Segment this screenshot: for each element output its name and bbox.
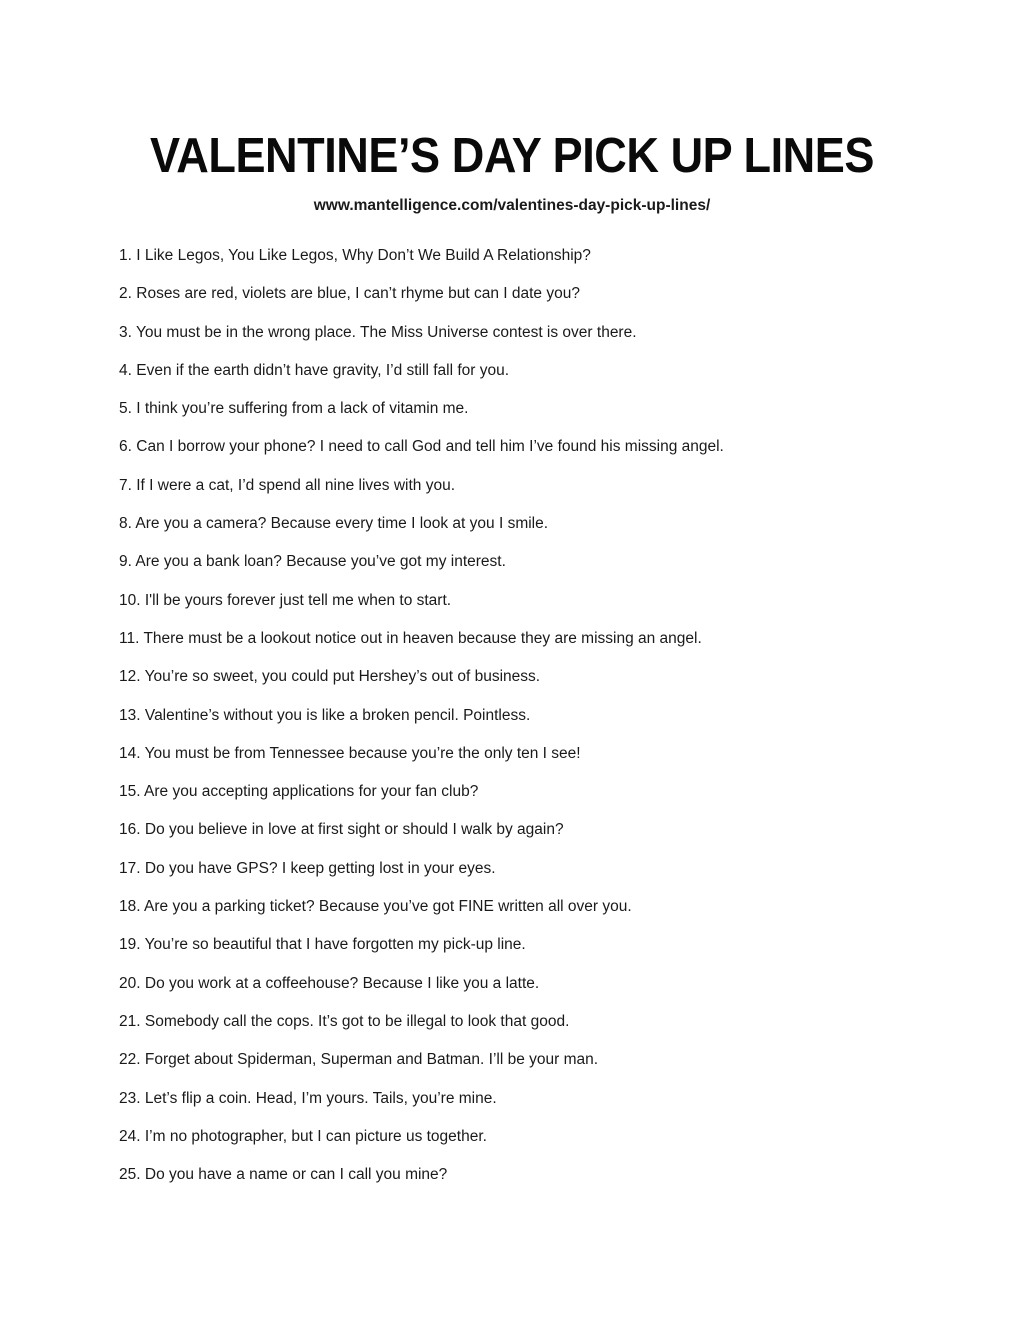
list-item	[119, 666, 724, 704]
item-text: Are you a camera? Because every time I look at you I smile.	[135, 515, 549, 533]
list-item	[119, 245, 724, 283]
list-item	[119, 781, 724, 819]
item-text: Do you have GPS? I keep getting lost in your eyes.	[144, 859, 496, 877]
item-number: 17.	[119, 859, 141, 877]
list-item	[119, 1126, 724, 1164]
item-number: 25.	[119, 1166, 141, 1184]
item-number: 4.	[119, 361, 132, 379]
item-number: 11.	[119, 629, 140, 647]
list-item	[119, 743, 724, 781]
item-number: 15.	[119, 783, 141, 801]
item-number: 6.	[119, 438, 132, 456]
item-number: 12.	[119, 668, 141, 686]
list-item	[119, 513, 724, 551]
item-text: Let’s flip a coin. Head, I’m yours. Tails, you’re mine.	[144, 1089, 497, 1107]
list-item	[119, 819, 724, 857]
item-number: 5.	[119, 400, 132, 418]
source-url: www.mantelligence.com/valentines-day-pick-up-lines/	[313, 197, 711, 214]
list-item	[119, 436, 724, 474]
item-number: 23.	[119, 1089, 141, 1107]
item-text: Valentine’s without you is like a broken pencil. Pointless.	[144, 706, 531, 724]
list-item	[119, 1011, 724, 1049]
list-item	[119, 1049, 724, 1087]
list-item	[119, 360, 724, 398]
item-number: 8.	[119, 515, 132, 533]
list-item	[119, 896, 724, 934]
list-item	[119, 1088, 724, 1126]
list-item	[119, 628, 724, 666]
item-text: Are you a parking ticket? Because you’ve got FINE written all over you.	[144, 898, 632, 916]
item-number: 10.	[119, 591, 141, 609]
item-text: You must be from Tennessee because you’re the only ten I see!	[144, 744, 581, 762]
item-text: You’re so sweet, you could put Hershey’s out of business.	[144, 668, 541, 686]
item-text: I Like Legos, You Like Legos, Why Don’t We Build A Relationship?	[136, 247, 591, 264]
item-text: Somebody call the cops. It’s got to be illegal to look that good.	[144, 1012, 570, 1030]
list-item	[119, 590, 724, 628]
item-text: Forget about Spiderman, Superman and Batman. I’ll be your man.	[144, 1051, 599, 1069]
item-text: I think you’re suffering from a lack of vitamin me.	[136, 400, 469, 418]
item-text: You must be in the wrong place. The Miss Universe contest is over there.	[135, 323, 637, 341]
item-number: 14.	[119, 744, 141, 762]
item-text: Do you believe in love at first sight or should I walk by again?	[144, 821, 564, 839]
list-item	[119, 283, 724, 321]
item-text: There must be a lookout notice out in heaven because they are missing an angel.	[143, 629, 702, 647]
item-text: Can I borrow your phone? I need to call God and tell him I’ve found his missing angel.	[136, 438, 724, 456]
pick-up-lines-list	[119, 245, 724, 1202]
list-item	[119, 858, 724, 896]
item-number: 1.	[119, 247, 132, 264]
item-text: Are you a bank loan? Because you’ve got my interest.	[135, 553, 506, 571]
item-text: Are you accepting applications for your fan club?	[144, 783, 479, 801]
list-item	[119, 551, 724, 589]
item-number: 22.	[119, 1051, 141, 1069]
list-item	[119, 934, 724, 972]
item-text: Roses are red, violets are blue, I can’t rhyme but can I date you?	[136, 285, 580, 303]
item-text: If I were a cat, I’d spend all nine lives with you.	[136, 476, 456, 494]
item-number: 19.	[119, 936, 141, 954]
list-item	[119, 705, 724, 743]
item-number: 18.	[119, 898, 141, 916]
item-number: 13.	[119, 706, 141, 724]
item-number: 2.	[119, 285, 132, 303]
item-text: Even if the earth didn’t have gravity, I’d still fall for you.	[136, 361, 510, 379]
item-number: 20.	[119, 974, 141, 992]
item-text: Do you work at a coffeehouse? Because I like you a latte.	[144, 974, 540, 992]
list-item	[119, 475, 724, 513]
item-text: I’m no photographer, but I can picture us together.	[144, 1127, 487, 1145]
item-text: Do you have a name or can I call you mine?	[144, 1166, 448, 1184]
list-item	[119, 1164, 724, 1202]
item-number: 9.	[119, 553, 132, 571]
list-item	[119, 973, 724, 1011]
page-title: VALENTINE’S DAY PICK UP LINES	[150, 129, 874, 183]
item-number: 24.	[119, 1127, 141, 1145]
item-number: 3.	[119, 323, 132, 341]
item-number: 21.	[119, 1012, 141, 1030]
item-text: I'll be yours forever just tell me when to start.	[144, 591, 452, 609]
item-text: You’re so beautiful that I have forgotten my pick-up line.	[144, 936, 526, 954]
list-item	[119, 398, 724, 436]
item-number: 16.	[119, 821, 141, 839]
item-number: 7.	[119, 476, 132, 494]
list-item	[119, 322, 724, 360]
